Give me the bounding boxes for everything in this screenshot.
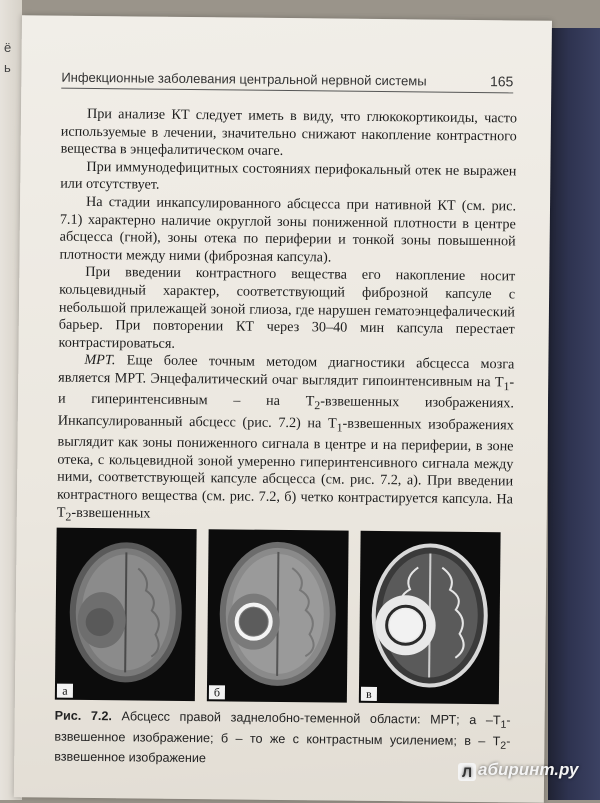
figure-caption [54, 708, 511, 770]
figure-label: а [57, 684, 73, 698]
paragraph: При иммунодефицитных состояниях перифокальный отек не выражен или отсутствует. [60, 158, 517, 194]
mri-t1-contrast-icon [207, 529, 349, 702]
book-page [14, 15, 552, 803]
figure-panel-a [55, 528, 197, 701]
mri-t2-icon [359, 531, 501, 704]
text-run: -взвешенных [71, 504, 151, 522]
subscript: 1 [336, 420, 343, 435]
page-number: 165 [489, 73, 514, 90]
caption-run: -взвешенное изображение; б – то же с контрастным усилением; в – T [54, 713, 511, 748]
chapter-title: Инфекционные заболевания центральной нервной системы [61, 69, 427, 89]
paragraph-mrt [57, 352, 515, 530]
subscript: 2 [314, 398, 321, 413]
text-run: - и гиперинтенсивным – на T [57, 374, 515, 410]
caption-ref: Рис. 7.2. [54, 708, 113, 724]
text-run: Еще более точным методом диагностики абсцесса мозга является МРТ. Энцефалитический очаг выглядит гипоинтенсивным на T [58, 352, 515, 391]
figure-panel-c [359, 531, 501, 704]
subscript: 2 [65, 509, 72, 524]
subscript: 1 [500, 718, 507, 731]
watermark-text: абиринт.ру [478, 760, 579, 779]
edge-char: ь [4, 60, 11, 75]
figure-row [55, 528, 513, 705]
labirint-logo-icon: Л [458, 763, 476, 781]
paragraph: При введении контрастного вещества его накопление носит кольцевидный характер, соответствующий фиброзной капсуле с небольшой прилежащей зоной глиоза, где нарушен гематоэнцефалический барьер. При повторении КТ через 30–40 мин капсула перестает контрастироваться. [58, 264, 516, 352]
paragraph: На стадии инкапсулированного абсцесса при нативной КТ (см. рис. 7.1) характерно наличие округлой зоны пониженной плотности в центре абсцесса (гной), зоны отека по периферии и тонкой зоны повышенной плотности между ними (фиброзная капсула). [59, 193, 517, 266]
running-header [61, 66, 513, 94]
caption-run: -взвешенное изображение [54, 733, 511, 766]
subscript: 2 [500, 739, 507, 752]
figure-label: в [361, 687, 377, 701]
body-text [57, 106, 517, 531]
mri-t1-native-icon [55, 528, 197, 701]
text-run: -взвешенных изображениях. Инкапсулированный абсцесс (рис. 7.2) на T [57, 393, 515, 432]
subscript: 1 [503, 379, 510, 394]
mrt-lead: МРТ. [84, 352, 116, 369]
paragraph: При анализе КТ следует иметь в виду, что глюкокортикоиды, часто используемые в лечении, значительно снижают накопление контрастного вещества в энцефалитическом очаге. [60, 105, 518, 160]
caption-run: Абсцесс правой заднелобно-теменной области: МРТ; а –T [111, 709, 501, 728]
text-run: -взвешенных изображениях выглядит как зоны пониженного сигнала в центре и на периферии, в зоне отека, с кольцевидной зоной умеренно гиперинтенсивного сигнала между ними, соответствующей капсуле абсцесса (см. рис. 7.2, а). При введении контрастного вещества (см. рис. 7.2, б) четко контрастируется капсула. На T [56, 415, 514, 521]
figure-panel-b [207, 529, 349, 702]
edge-char: ё [4, 40, 12, 55]
watermark [458, 760, 578, 781]
book-cover-edge [548, 28, 600, 800]
figure-label: б [209, 685, 225, 699]
